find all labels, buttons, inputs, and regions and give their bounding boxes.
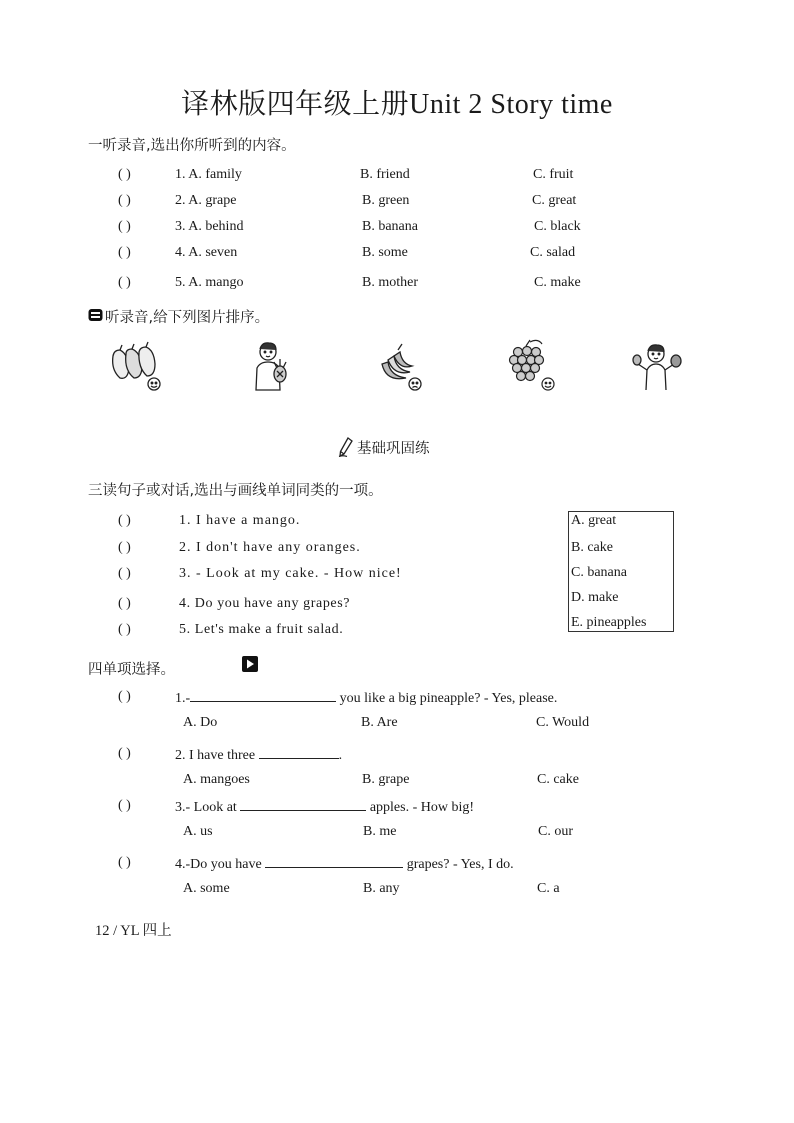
practice-header: 基础巩固练: [357, 441, 430, 457]
option-c: C. black: [534, 219, 581, 234]
question-4: [175, 855, 514, 873]
option-a: A. Do: [183, 715, 218, 730]
option-a: 2. A. grape: [175, 193, 237, 208]
word-option: E. pineapples: [571, 615, 647, 630]
boy-with-fruit-picture: [632, 342, 688, 392]
pencil-icon: [338, 437, 354, 457]
option-b: B. banana: [362, 219, 418, 234]
page-footer: 12 / YL 四上: [95, 923, 172, 939]
section-3-heading: 三读句子或对话,选出与画线单词同类的一项。: [88, 483, 383, 499]
option-c: C. make: [534, 275, 581, 290]
answer-paren[interactable]: ( ): [118, 689, 131, 704]
option-a: 1. A. family: [175, 167, 242, 182]
answer-paren[interactable]: ( ): [118, 596, 131, 611]
option-a: A. us: [183, 824, 213, 839]
answer-paren[interactable]: ( ): [118, 245, 131, 260]
word-option: A. great: [571, 513, 617, 528]
option-c: C. fruit: [533, 167, 574, 182]
option-c: C. salad: [530, 245, 576, 260]
answer-paren[interactable]: ( ): [118, 746, 131, 761]
sentence: 4. Do you have any grapes?: [179, 596, 351, 611]
sentence: 2. I don't have any oranges.: [179, 540, 361, 555]
answer-paren[interactable]: ( ): [118, 219, 131, 234]
option-b: B. green: [362, 193, 410, 208]
answer-paren[interactable]: ( ): [118, 167, 131, 182]
option-c: C. cake: [537, 772, 579, 787]
option-a: 4. A. seven: [175, 245, 238, 260]
option-a: 5. A. mango: [175, 275, 244, 290]
option-c: C. our: [538, 824, 573, 839]
question-text-pre: 1.-: [175, 691, 191, 706]
question-text-pre: 3.- Look at: [175, 800, 241, 815]
word-options-box: [568, 511, 674, 632]
question-text-post: .: [338, 748, 343, 763]
grapes-picture: [508, 338, 560, 392]
answer-paren[interactable]: ( ): [118, 540, 131, 555]
section-1-heading: 一听录音,选出你所听到的内容。: [88, 138, 296, 154]
answer-paren[interactable]: ( ): [118, 855, 131, 870]
sentence: 1. I have a mango.: [179, 513, 301, 528]
option-c: C. a: [537, 881, 560, 896]
page-title: 译林版四年级上册Unit 2 Story time: [181, 89, 613, 120]
answer-paren[interactable]: ( ): [118, 798, 131, 813]
headphones-icon: [88, 308, 103, 322]
answer-paren[interactable]: ( ): [118, 193, 131, 208]
word-option: B. cake: [571, 540, 613, 555]
question-2: [175, 746, 342, 764]
sentence: 3. - Look at my cake. - How nice!: [179, 566, 402, 581]
question-3: [175, 798, 474, 816]
answer-blank[interactable]: [190, 689, 336, 702]
boy-with-pineapple-picture: [248, 340, 296, 392]
answer-paren[interactable]: ( ): [118, 275, 131, 290]
option-c: C. great: [532, 193, 577, 208]
option-b: B. some: [362, 245, 408, 260]
answer-blank[interactable]: [240, 798, 366, 811]
question-text-post: grapes? - Yes, I do.: [403, 857, 514, 872]
option-b: B. friend: [360, 167, 410, 182]
section-4-heading: 四单项选择。: [88, 662, 175, 678]
section-2-heading: 听录音,给下列图片排序。: [105, 310, 270, 326]
answer-blank[interactable]: [259, 746, 339, 759]
option-a: A. mangoes: [183, 772, 250, 787]
answer-paren[interactable]: ( ): [118, 513, 131, 528]
sentence: 5. Let's make a fruit salad.: [179, 622, 344, 637]
play-icon: [242, 656, 258, 672]
question-text-pre: 4.-Do you have: [175, 857, 266, 872]
answer-paren[interactable]: ( ): [118, 566, 131, 581]
word-option: C. banana: [571, 565, 627, 580]
option-b: B. grape: [362, 772, 410, 787]
option-b: B. mother: [362, 275, 418, 290]
answer-paren[interactable]: ( ): [118, 622, 131, 637]
option-c: C. Would: [536, 715, 590, 730]
option-b: B. Are: [361, 715, 398, 730]
question-text-post: you like a big pineapple? - Yes, please.: [336, 691, 558, 706]
option-a: A. some: [183, 881, 230, 896]
option-b: B. me: [363, 824, 397, 839]
mangoes-picture: [108, 340, 168, 392]
question-1: [175, 689, 557, 707]
question-text-post: apples. - How big!: [366, 800, 475, 815]
question-text-pre: 2. I have three: [175, 748, 259, 763]
option-b: B. any: [363, 881, 400, 896]
option-a: 3. A. behind: [175, 219, 244, 234]
bananas-picture: [376, 342, 424, 392]
answer-blank[interactable]: [265, 855, 403, 868]
word-option: D. make: [571, 590, 619, 605]
